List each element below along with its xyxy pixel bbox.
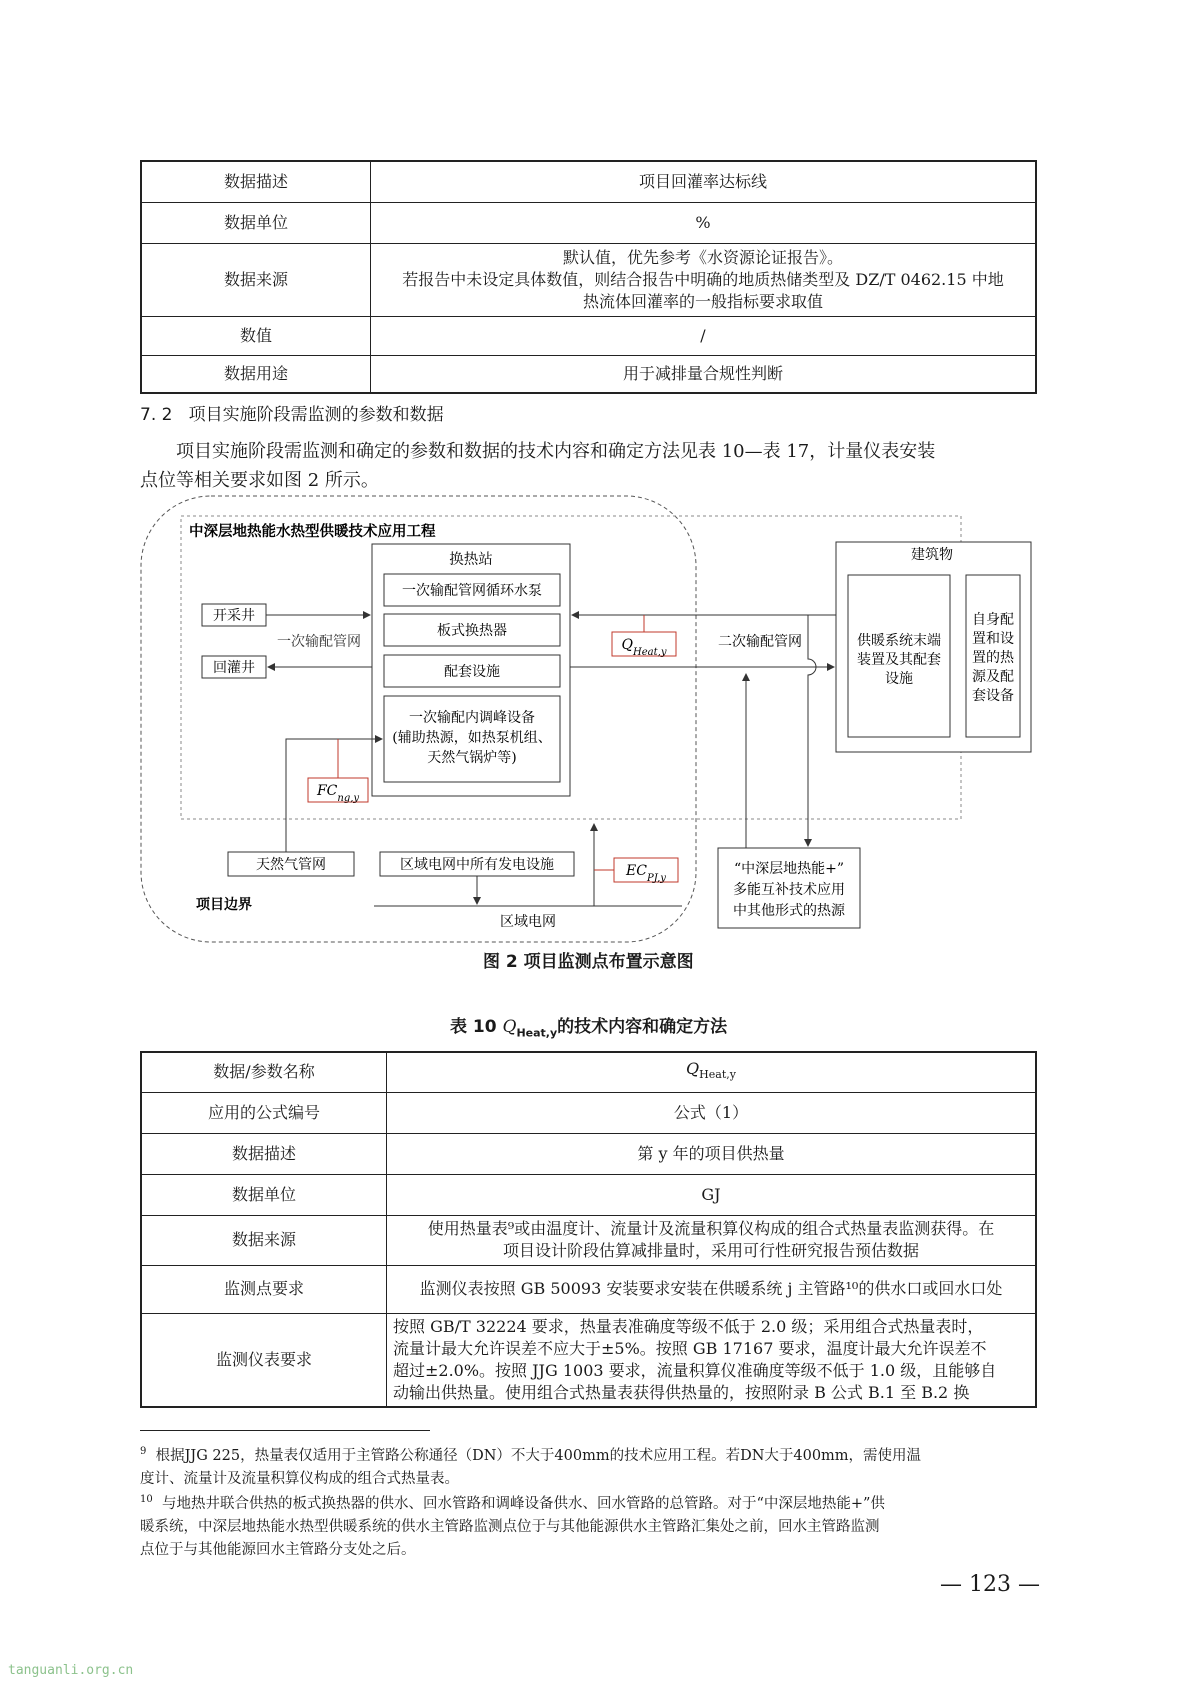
row-value: / [371, 316, 1037, 355]
row-key: 监测仪表要求 [141, 1313, 387, 1407]
row-value: 按照 GB/T 32224 要求，热量表准确度等级不低于 2.0 级；采用组合式热量表时， 流量计最大允许误差不应大于±5%。按照 GB 17167 要求，温度计最大允许误差不 超过±2.0%。按照 JJG 1003 要求，流量积算仪准确度等级不低于 1.0 级，且能够自 动输出供热量。使用组合式热量表获得供热量的，按照附录 B 公式 B.1 至 B.2 换 [387, 1313, 1037, 1407]
row-key: 数据描述 [141, 161, 371, 202]
row-key: 数据来源 [141, 1215, 387, 1265]
row-key: 数据描述 [141, 1133, 387, 1174]
row-value: 公式（1） [387, 1092, 1037, 1133]
row-key: 数据来源 [141, 243, 371, 316]
secondary-net-label: 二次输配管网 [718, 634, 802, 650]
watermark: tanguanli.org.cn [8, 1663, 134, 1678]
row-key: 数据单位 [141, 1174, 387, 1215]
gas-net-label: 天然气管网 [256, 857, 326, 873]
row-value: 第 y 年的项目供热量 [387, 1133, 1037, 1174]
row-value: $Q_{Heat,y}$ [387, 1052, 1037, 1092]
other-source-label-3: 中其他形式的热源 [733, 903, 845, 919]
boundary-label: 项目边界 [196, 897, 252, 913]
section-heading: 7. 2 项目实施阶段需监测的参数和数据 [140, 405, 444, 425]
heat-meter-label: $Q_{Heat,y}$ [621, 637, 667, 658]
grid-label: 区域电网 [500, 914, 556, 930]
self-source-label-5: 套设备 [972, 688, 1014, 704]
heating-terminal-label-3: 设施 [885, 671, 913, 687]
grid-plants-label: 区域电网中所有发电设施 [400, 857, 554, 873]
project-title: 中深层地热能水热型供暖技术应用工程 [189, 523, 436, 540]
footnote-10: $^{10}$ 与地热井联合供热的板式换热器的供水、回水管路和调峰设备供水、回水管路的总管路。对于“中深层地热能+”供 暖系统，中深层地热能水热型供暖系统的供水主管路监测点位于与其他能源供水主管路汇集处之前，回水主管路监测 点位于与其他能源回水主管路分支处之后。 [140, 1494, 885, 1558]
power-meter-label: $EC_{PJ,y}$ [626, 863, 666, 884]
row-value: 用于减排量合规性判断 [371, 355, 1037, 393]
row-key: 监测点要求 [141, 1265, 387, 1313]
row-key: 数据单位 [141, 202, 371, 243]
extract-well-label: 开采井 [213, 608, 255, 624]
self-source-label-3: 置的热 [972, 650, 1014, 666]
other-source-label-1: “中深层地热能+” [733, 861, 845, 877]
row-value: 使用热量表⁹或由温度计、流量计及流量积算仪构成的组合式热量表监测获得。在 项目设计阶段估算减排量时，采用可行性研究报告预估数据 [387, 1215, 1037, 1265]
row-key: 数值 [141, 316, 371, 355]
other-return-line [808, 615, 816, 846]
footnote-rule [140, 1430, 430, 1431]
peak-label-3: 天然气锅炉等) [427, 750, 517, 766]
row-value: 监测仪表按照 GB 50093 安装要求安装在供暖系统 j 主管路¹⁰的供水口或回水口处 [387, 1265, 1037, 1313]
pump-label: 一次输配管网循环水泵 [402, 583, 542, 599]
other-source-label-2: 多能互补技术应用 [733, 882, 845, 898]
row-key: 数据/参数名称 [141, 1052, 387, 1092]
reinject-well-label: 回灌井 [213, 660, 255, 676]
footnote-9: $^9$ 根据JJG 225，热量表仅适用于主管路公称通径（DN）不大于400mm的技术应用工程。若DN大于400mm，需使用温 度计、流量计及流量积算仪构成的组合式热量表。 [140, 1446, 922, 1487]
row-key: 应用的公式编号 [141, 1092, 387, 1133]
figure-caption: 图 2 项目监测点布置示意图 [483, 952, 694, 972]
support-label: 配套设施 [444, 664, 500, 680]
self-source-label-1: 自身配 [972, 612, 1014, 628]
gas-meter-label: $FC_{ng,y}$ [316, 783, 360, 804]
table10-caption: 表 10 $Q_{Heat,y}$的技术内容和确定方法 [450, 1017, 728, 1040]
building-title: 建筑物 [911, 547, 953, 563]
primary-net-label: 一次输配管网 [277, 634, 361, 650]
row-value: % [371, 202, 1037, 243]
body-paragraph: 项目实施阶段需监测和确定的参数和数据的技术内容和确定方法见表 10—表 17，计量仪表安装 点位等相关要求如图 2 所示。 [140, 441, 936, 491]
page-number: — 123 — [940, 1572, 1040, 1597]
exchanger-label: 板式换热器 [437, 623, 507, 639]
row-value: 默认值，优先参考《水资源论证报告》。 若报告中未设定具体数值，则结合报告中明确的地质热储类型及 DZ/T 0462.15 中地 热流体回灌率的一般指标要求取值 [371, 243, 1037, 316]
station-title: 换热站 [449, 552, 493, 568]
heating-terminal-label-1: 供暖系统末端 [857, 633, 941, 649]
heating-terminal-label-2: 装置及其配套 [857, 652, 941, 668]
self-source-label-2: 置和设 [972, 631, 1014, 647]
table-10 [140, 1051, 1037, 1408]
row-value: GJ [387, 1174, 1037, 1215]
row-value: 项目回灌率达标线 [371, 161, 1037, 202]
self-source-label-4: 源及配 [972, 669, 1014, 685]
peak-label-1: 一次输配内调峰设备 [409, 710, 535, 726]
peak-label-2: (辅助热源，如热泵机组、 [392, 730, 552, 746]
row-key: 数据用途 [141, 355, 371, 393]
